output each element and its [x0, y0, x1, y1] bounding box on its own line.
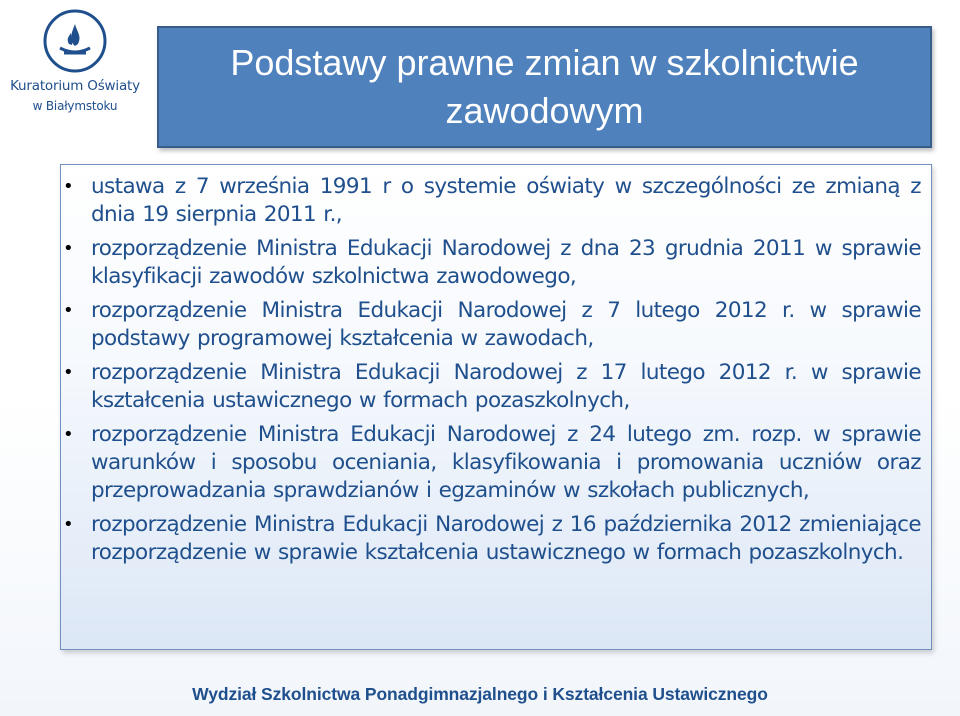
bullet-icon: • [63, 300, 74, 321]
page-title-line2: zawodowym [445, 90, 644, 131]
list-item [63, 235, 921, 291]
flame-emblem-icon [42, 8, 108, 74]
title-box [157, 26, 932, 148]
bullet-icon: • [63, 176, 74, 197]
footer-department: Wydział Szkolnictwa Ponadgimnazjalnego i Kształcenia Ustawicznego [192, 684, 768, 704]
bullet-icon: • [63, 514, 74, 535]
logo-name: Kuratorium Oświaty [10, 78, 140, 94]
list-item [63, 421, 921, 505]
bullet-icon: • [63, 362, 74, 383]
content-box [60, 164, 932, 650]
list-item-text: rozporządzenie Ministra Edukacji Narodowej z dna 23 grudnia 2011 w sprawie klasyfikacji zawodów szkolnictwa zawodowego, [91, 236, 921, 289]
logo-city: w Białymstoku [32, 99, 118, 113]
list-item-text: rozporządzenie Ministra Edukacji Narodowej z 24 lutego zm. rozp. w sprawie warunków i sposobu oceniania, klasyfikowania i promowania uczniów oraz przeprowadzania sprawdzianów i egzaminów w szkołach publicznych, [91, 422, 921, 503]
legal-basis-list [63, 173, 921, 573]
list-item [63, 511, 921, 567]
list-item [63, 359, 921, 415]
page-title-line1: Podstawy prawne zmian w szkolnictwie [230, 42, 859, 83]
list-item-text: rozporządzenie Ministra Edukacji Narodowej z 17 lutego 2012 r. w sprawie kształcenia ustawicznego w formach pozaszkolnych, [91, 360, 921, 413]
list-item-text: rozporządzenie Ministra Edukacji Narodowej z 16 października 2012 zmieniające rozporządzenie w sprawie kształcenia ustawicznego w formach pozaszkolnych. [91, 512, 921, 565]
logo [10, 8, 140, 118]
list-item-text: ustawa z 7 września 1991 r o systemie oświaty w szczególności ze zmianą z dnia 19 sierpnia 2011 r., [91, 174, 921, 227]
bullet-icon: • [63, 238, 74, 259]
list-item [63, 173, 921, 229]
list-item-text: rozporządzenie Ministra Edukacji Narodowej z 7 lutego 2012 r. w sprawie podstawy programowej kształcenia w zawodach, [91, 298, 921, 351]
bullet-icon: • [63, 424, 74, 445]
list-item [63, 297, 921, 353]
